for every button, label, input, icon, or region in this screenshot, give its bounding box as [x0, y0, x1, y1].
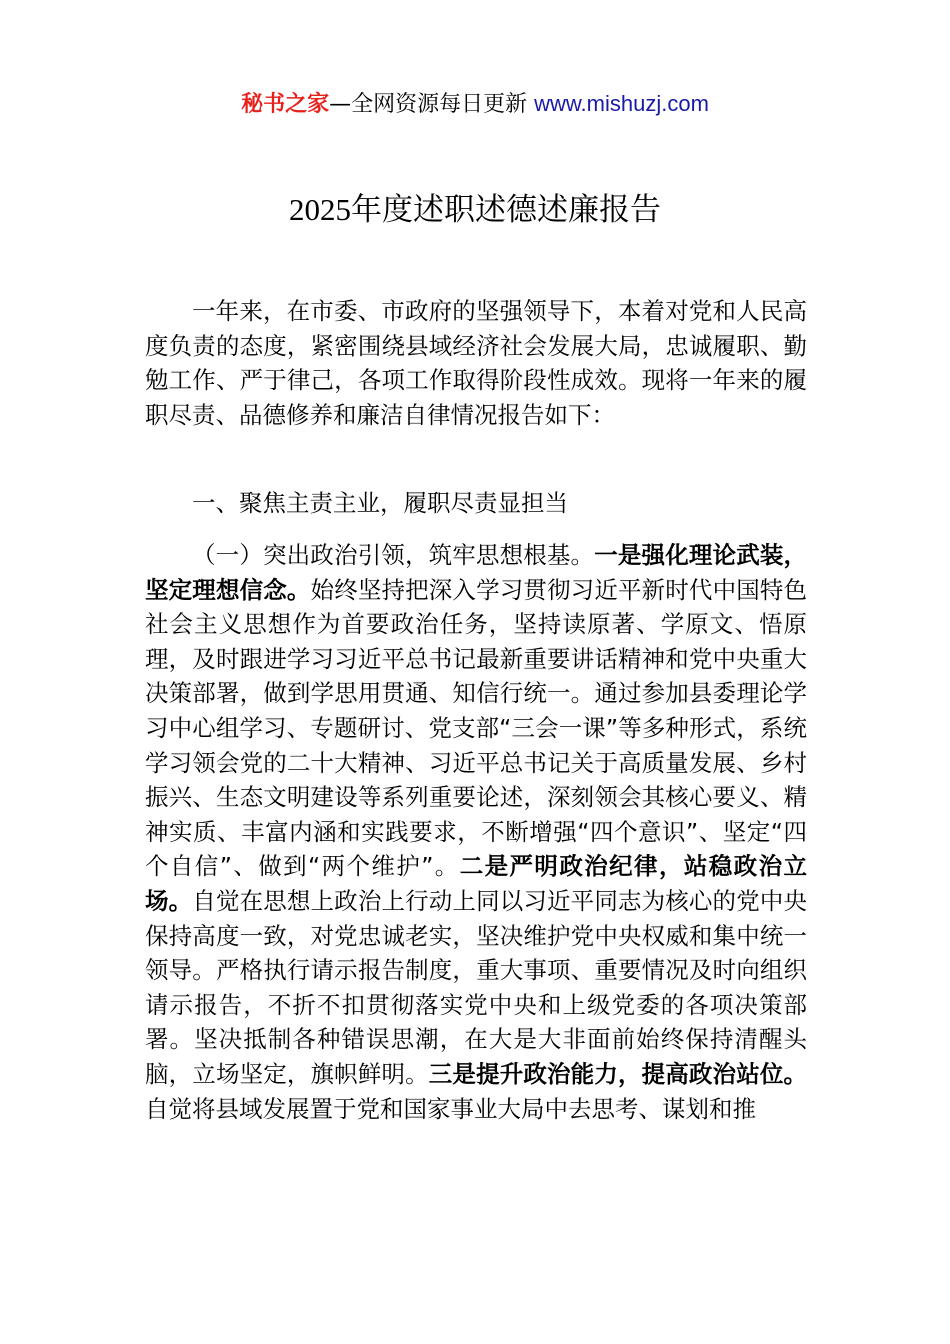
point-1-text: 始终坚持把深入学习贯彻习近平新时代中国特色社会主义思想作为首要政治任务，坚持读原著、学原文、悟原理，及时跟进学习习近平总书记最新重要讲话精神和党中央重大决策部署，做到学思用贯通、知信行统一。通过参加县委理论学习中心组学习、专题研讨、党支部“三会一课”等多种形式，系统学习领会党的二十大精神、习近平总书记关于高质量发展、乡村振兴、生态文明建设等系列重要论述，深刻领会其核心要义、精神实质、丰富内涵和实践要求，不断增强“四个意识”、坚定“四个自信”、做到“两个维护”。 — [145, 575, 808, 881]
section-heading: 一、聚焦主责主业，履职尽责显担当 — [192, 489, 568, 517]
site-name: 秘书之家 — [241, 92, 330, 117]
document-title — [0, 186, 950, 234]
body-paragraph — [145, 538, 807, 1126]
intro-paragraph: 一年来，在市委、市政府的坚强领导下，本着对党和人民高度负责的态度，紧密围绕县域经济社会发展大局，忠诚履职、勤勉工作、严于律己，各项工作取得阶段性成效。现将一年来的履职尽责、品德修养和廉洁自律情况报告如下： — [145, 297, 807, 429]
title-year: 2025 — [289, 192, 351, 227]
point-2-text: 自觉在思想上政治上行动上同以习近平同志为核心的党中央保持高度一致，对党忠诚老实，坚决维护党中央权威和集中统一领导。严格执行请示报告制度，重大事项、重要情况及时向组织请示报告，不折不扣贯彻落实党中央和上级党委的各项决策部署。坚决抵制各种错误思潮，在大是大非面前始终保持清醒头脑，立场坚定，旗帜鲜明。 — [145, 886, 807, 1088]
header-slogan: —全网资源每日更新 — [329, 92, 535, 117]
sub-heading: （一）突出政治引领，筑牢思想根基。 — [192, 541, 595, 569]
title-text: 年度述职述德述廉报告 — [351, 192, 661, 228]
point-3-title: 三是提升政治能力，提高政治站位。 — [428, 1059, 808, 1088]
point-3-text: 自觉将县域发展置于党和国家事业大局中去思考、谋划和推 — [145, 1094, 756, 1123]
watermark-header — [0, 86, 950, 123]
site-url-link[interactable]: www.mishuzj.com — [534, 91, 709, 116]
point-1-title: 一是强化理论武装，坚定理想信念。 — [145, 541, 808, 604]
point-2-title: 二是严明政治纪律，站稳政治立场。 — [145, 852, 807, 915]
